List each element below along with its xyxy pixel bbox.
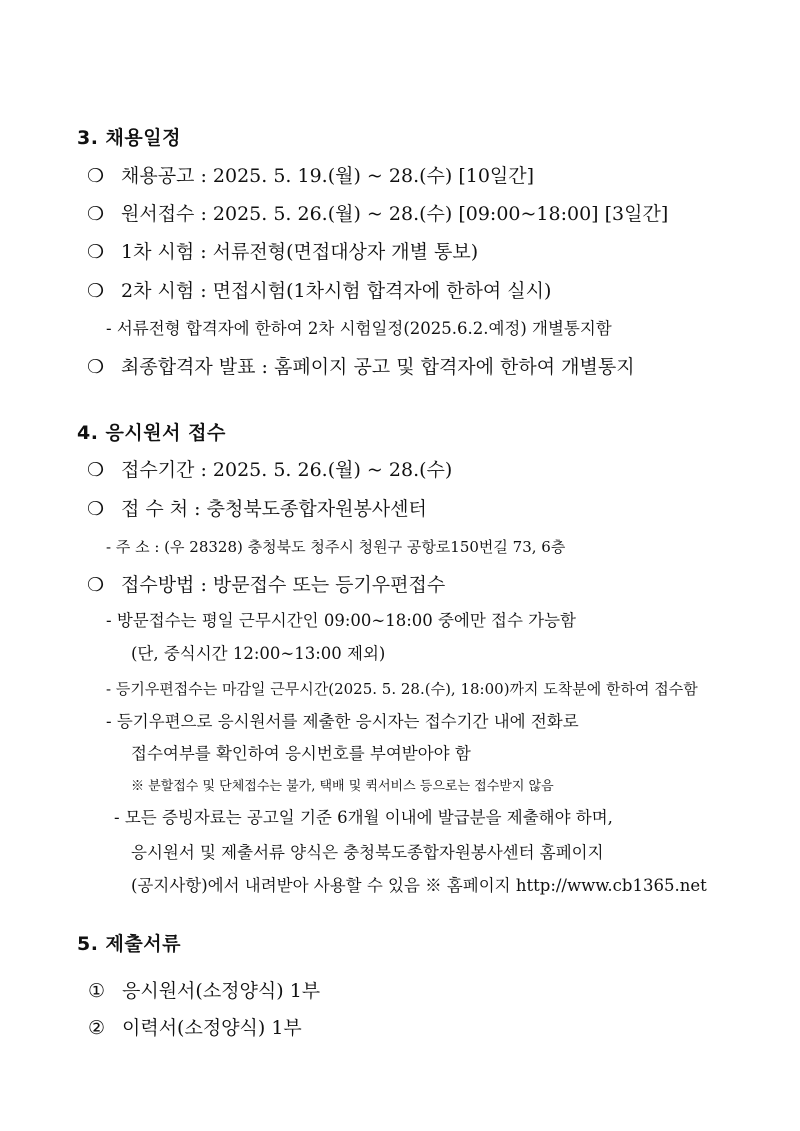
sub-item-text: - 방문접수는 평일 근무시간인 09:00∼18:00 중에만 접수 가능함: [106, 611, 576, 630]
list-item: [87, 461, 452, 480]
note-text: ※ 분할접수 및 단체접수는 불가, 택배 및 퀵서비스 등으로는 접수받지 않음: [131, 779, 554, 794]
circled-two-icon: ②: [88, 1017, 106, 1039]
sub-item-text: - 등기우편으로 응시원서를 제출한 응시자는 접수기간 내에 전화로: [106, 712, 579, 731]
list-item: [88, 982, 320, 1001]
list-item-text: 응시원서(소정양식) 1부: [122, 980, 321, 1002]
sub-item-text: 접수여부를 확인하여 응시번호를 부여받아야 함: [131, 744, 471, 763]
circle-bullet-icon: ❍: [87, 203, 105, 225]
list-item: [87, 167, 534, 186]
list-item-text: 이력서(소정양식) 1부: [122, 1017, 302, 1039]
section-4-heading: 4. 응시원서 접수: [77, 422, 226, 444]
sub-item-text: - 모든 증빙자료는 공고일 기준 6개월 이내에 발급분을 제출해야 하며,: [114, 808, 613, 827]
list-item: [87, 576, 445, 595]
list-item-text: 원서접수 : 2025. 5. 26.(월) ~ 28.(수) [09:00~18:00] [3일간]: [121, 203, 669, 225]
circle-bullet-icon: ❍: [87, 459, 105, 481]
list-item: [87, 500, 427, 519]
sub-item-text: - 서류전형 합격자에 한하여 2차 시험일정(2025.6.2.예정) 개별통지함: [106, 319, 612, 338]
circle-bullet-icon: ❍: [87, 498, 105, 520]
sub-item-text: 응시원서 및 제출서류 양식은 충청북도종합자원봉사센터 홈페이지: [131, 843, 604, 862]
circle-bullet-icon: ❍: [87, 280, 105, 302]
circle-bullet-icon: ❍: [87, 241, 105, 263]
list-item-text: 접 수 처 : 충청북도종합자원봉사센터: [121, 498, 427, 520]
list-item-text: 접수기간 : 2025. 5. 26.(월) ~ 28.(수): [121, 459, 453, 481]
circle-bullet-icon: ❍: [87, 165, 105, 187]
list-item: [87, 205, 668, 224]
list-item: [87, 282, 551, 301]
circle-bullet-icon: ❍: [87, 574, 105, 596]
section-5-heading: 5. 제출서류: [77, 933, 181, 955]
sub-item-text: - 등기우편접수는 마감일 근무시간(2025. 5. 28.(수), 18:00)까지 도착분에 한하여 접수함: [106, 680, 698, 698]
list-item: [87, 358, 635, 377]
circled-one-icon: ①: [88, 980, 106, 1002]
circle-bullet-icon: ❍: [87, 356, 105, 378]
list-item: [88, 1019, 302, 1038]
list-item-text: 최종합격자 발표 : 홈페이지 공고 및 합격자에 한하여 개별통지: [121, 356, 635, 378]
list-item-text: 2차 시험 : 면접시험(1차시험 합격자에 한하여 실시): [121, 280, 552, 302]
list-item-text: 접수방법 : 방문접수 또는 등기우편접수: [121, 574, 446, 596]
list-item: [87, 243, 478, 262]
sub-item-text: (단, 중식시간 12:00∼13:00 제외): [131, 644, 386, 663]
section-3-heading: 3. 채용일정: [77, 127, 181, 149]
list-item-text: 채용공고 : 2025. 5. 19.(월) ~ 28.(수) [10일간]: [121, 165, 535, 187]
sub-item-text: - 주 소 : (우 28328) 충청북도 청주시 청원구 공항로150번길 73, 6층: [106, 538, 566, 556]
list-item-text: 1차 시험 : 서류전형(면접대상자 개별 통보): [121, 241, 479, 263]
sub-item-text: (공지사항)에서 내려받아 사용할 수 있음 ※ 홈페이지 http://www.cb1365.net: [131, 876, 707, 895]
